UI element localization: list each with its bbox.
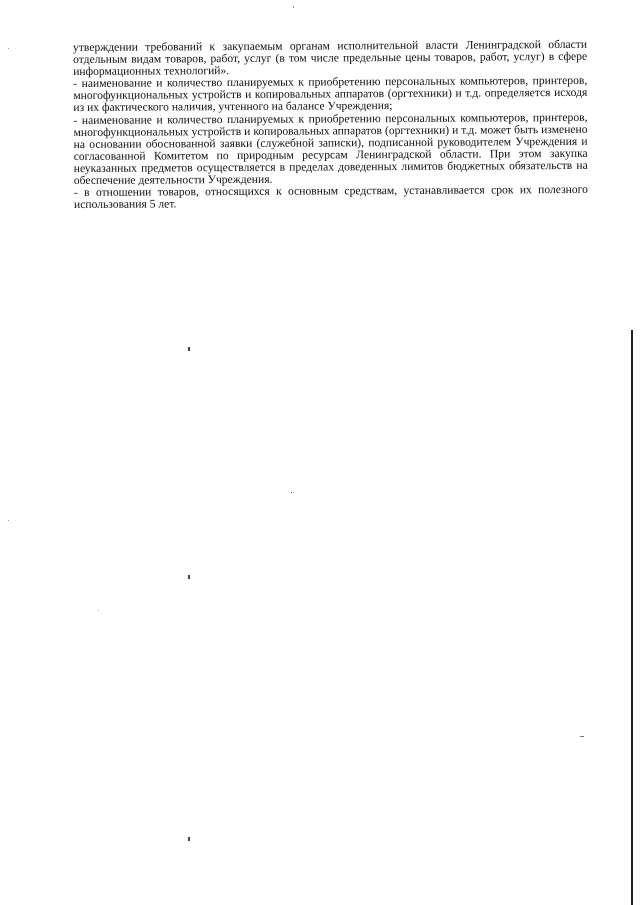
paragraph-list-item-3: - в отношении товаров, относящихся к основным средствам, устанавливается срок их полезного использования 5 лет. (73, 182, 588, 212)
scan-speck (98, 610, 99, 611)
scan-speck (291, 492, 292, 493)
scan-speck (580, 736, 584, 737)
scan-speck (8, 48, 9, 49)
scan-speck (293, 6, 294, 8)
scan-speck (188, 837, 190, 841)
paragraph-continuation: утверждении требований к закупаемым органам исполнительной власти Ленинградской области отдельным видам товаров, работ, услуг (в том числе предельные цены товаров, работ, услуг) в сфере информационных технологий». (72, 37, 588, 79)
paragraph-list-item-2: - наименование и количество планируемых к приобретению персональных компьютеров, принтеров, многофункциональных устройств и копировальных аппаратов (оргтехники) и т.д. может быть изменено на основании обоснованной заявки (служебной записки), подписанной руководителем Учреждения и согласованной Комитетом по природным ресурсам Ленинградской области. При этом закупка неуказанных предметов осуществляется в пределах доведенных лимитов бюджетных обязательств на обеспечение деятельности Учреждения. (73, 110, 588, 188)
document-body (73, 39, 588, 211)
scan-speck (8, 520, 9, 521)
paragraph-list-item-1: - наименование и количество планируемых к приобретению персональных компьютеров, принтеров, многофункциональных устройств и копировальных аппаратов (оргтехники) и т.д. определяется исходя из их фактического наличия, учтенного на балансе Учреждения; (73, 74, 588, 115)
scan-speck (188, 347, 190, 351)
scan-edge-line (631, 330, 633, 905)
scan-speck (188, 575, 190, 579)
